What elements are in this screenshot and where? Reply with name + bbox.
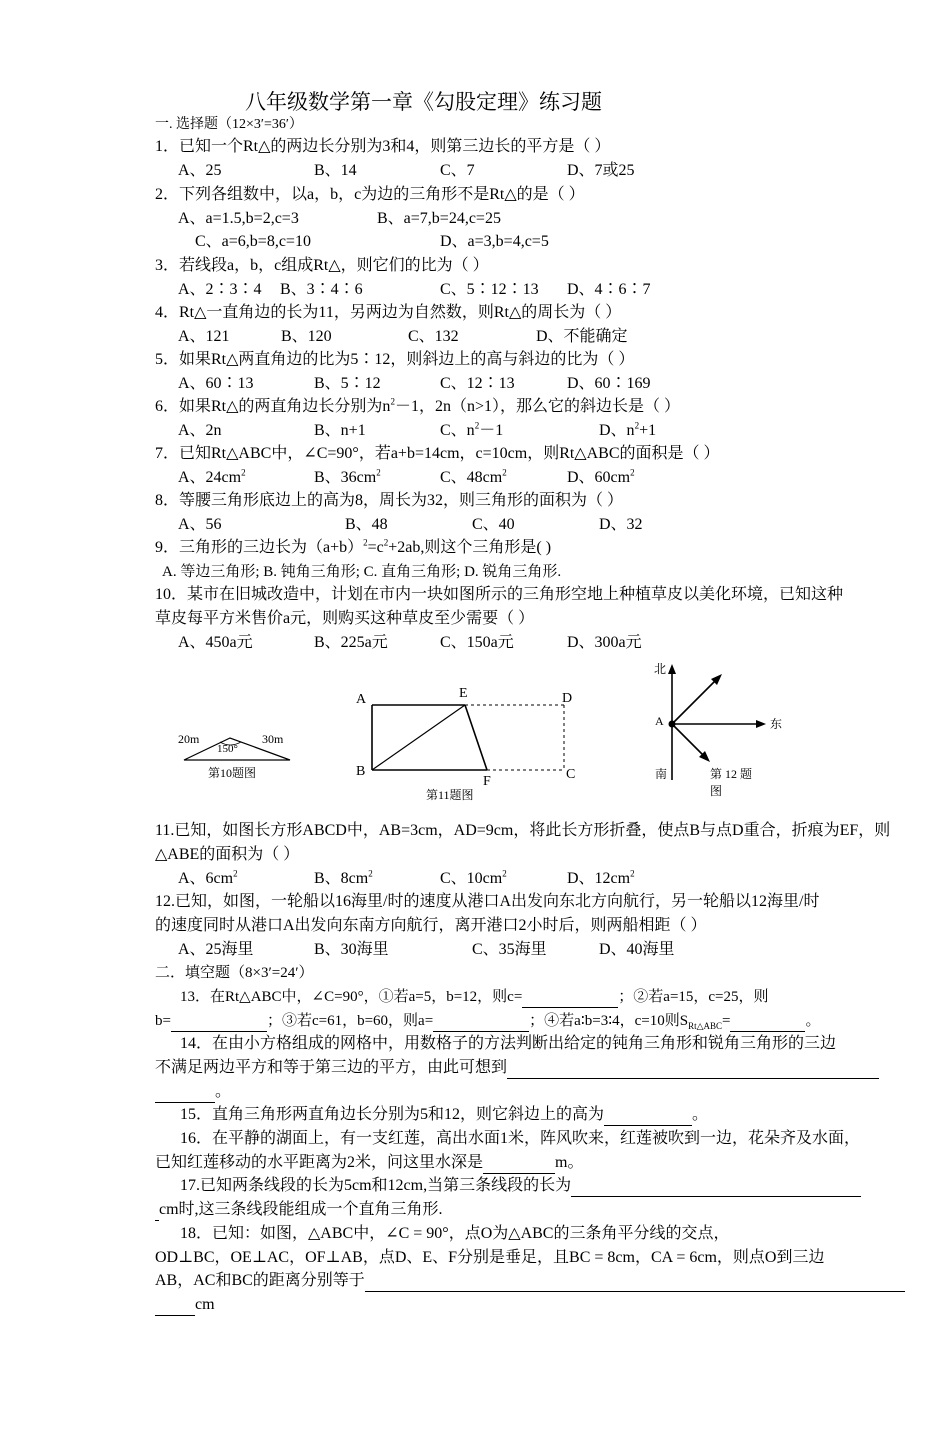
label-north: 北 [654,662,667,676]
question-9 [155,537,551,559]
figure-12-caption-line-2: 图 [710,784,723,798]
question-18-line-2: OD⊥BC，OE⊥AC，OF⊥AB，点D、E、F分别是垂足，且BC = 8cm，CA = 6cm，则点O到三边 [155,1249,825,1266]
q18-unit: cm [195,1296,215,1313]
q2-option-c: C、a=6,b=8,c=10 [195,233,311,250]
q9-sup-1: 2 [363,537,368,548]
q7-c-text: C、48cm [440,469,503,486]
q9-sup-2: 2 [383,537,389,548]
q10-option-d: D、300a元 [567,634,642,651]
answer-blank[interactable] [730,1015,805,1032]
q4-option-c: C、132 [408,328,459,345]
q1-option-b: B、14 [314,162,357,179]
answer-blank[interactable] [365,1275,905,1292]
figure-10-caption: 第10题图 [208,766,257,780]
q8-option-a: A、56 [178,516,222,533]
q13-period: 。 [805,1013,821,1029]
q11-a-text: A、6cm [178,870,234,887]
q6-option-a: A、2n [178,422,222,439]
figure-10-triangle [178,732,290,780]
answer-blank[interactable] [155,1299,195,1316]
q11-option-a [178,868,238,890]
question-1: 1．已知一个Rt△的两边长分别为3和4，则第三边长的平方是（ ） [155,138,611,155]
q9-options: A. 等边三角形; B. 钝角三角形; C. 直角三角形; D. 锐角三角形. [162,564,562,580]
q17-text-end: cm时,这三条线段能组成一个直角三角形. [159,1201,443,1218]
q1-option-d: D、7或25 [567,162,635,179]
q6-d-sup: 2 [634,420,640,431]
label-E: E [459,686,468,701]
q3-option-d: D、4∶6∶7 [567,281,651,298]
figure-12-compass [654,662,782,798]
figure-11-rectangle [356,686,575,802]
q13-part-6: = [722,1013,731,1029]
q7-a-text: A、24cm [178,469,242,486]
q2-option-a: A、a=1.5,b=2,c=3 [178,210,299,227]
q13-part-1: 13．在Rt△ABC中，∠C=90°，①若a=5，b=12，则c= [180,989,523,1005]
figure-11-caption: 第11题图 [426,788,474,802]
q6-c-text: C、n [440,422,475,439]
q5-option-a: A、60∶13 [178,375,254,392]
q3-option-a: A、2∶3∶4 [178,281,262,298]
q11-a-sup: 2 [233,868,238,879]
q1-option-a: A、25 [178,162,222,179]
north-arrowhead [668,664,676,674]
question-5: 5．如果Rt△两直角边的比为5∶12，则斜边上的高与斜边的比为（ ） [155,351,635,368]
q7-b-sup: 2 [376,467,381,478]
answer-blank[interactable] [604,1109,692,1126]
q13-part-3: b= [155,1013,171,1029]
question-7: 7．已知Rt△ABC中，∠C=90°，若a+b=14cm，c=10cm，则Rt△ABC的面积是（ ） [155,445,720,462]
q7-option-d [567,467,635,489]
section-choice-heading: 一. 选择题（12×3′=36′） [155,117,303,132]
q11-option-c [440,868,507,890]
q7-option-c [440,467,507,489]
angle-150-label: 150° [217,743,238,755]
q6-text-end: －1，2n（n>1），那么它的斜边长是（ ） [394,398,680,415]
q6-option-b: B、n+1 [314,422,366,439]
question-14-line-3 [155,1081,231,1103]
q13-part-5: ；④若a∶b=3∶4，c=10则S [529,1013,689,1029]
q11-b-sup: 2 [368,868,373,879]
question-10-line-2: 草皮每平方米售价a元，则购买这种草皮至少需要（ ） [155,610,535,627]
question-4: 4．Rt△一直角边的长为11，另两边为自然数，则Rt△的周长为（ ） [155,304,622,321]
answer-blank[interactable] [483,1157,555,1174]
q16-text: 已知红莲移动的水平距离为2米，问这里水深是 [155,1154,484,1171]
side-30m-label: 30m [262,732,284,746]
q11-d-text: D、12cm [567,870,631,887]
question-16-line-2 [155,1152,583,1174]
q6-option-d [599,420,656,442]
q13-subscript: Rt△ABC [688,1021,722,1031]
q6-text-start: 6．如果Rt△的两直角边长分别为n [155,398,391,415]
question-13-line-2 [155,1010,820,1032]
question-18-line-3 [155,1270,905,1292]
q11-c-sup: 2 [502,868,507,879]
q6-c-sup: 2 [474,420,480,431]
q12-option-c: C、35海里 [472,941,547,958]
q13-part-2: ；②若a=15，c=25，则 [618,989,769,1005]
question-11-line-2: △ABE的面积为（ ） [155,846,300,863]
answer-blank[interactable] [522,991,618,1008]
southeast-ray [672,724,704,756]
q8-option-c: C、40 [472,516,515,533]
question-14-line-2 [155,1057,879,1079]
q7-c-sup: 2 [502,467,507,478]
label-B: B [356,764,366,779]
q6-d-text: D、n [599,422,635,439]
q6-option-c [440,420,503,442]
q12-option-a: A、25海里 [178,941,254,958]
q11-option-d [567,868,635,890]
q7-option-b [314,467,381,489]
q5-option-b: B、5∶12 [314,375,381,392]
q5-option-d: D、60∶169 [567,375,651,392]
question-12-line-1: 12.已知，如图，一轮船以16海里/时的速度从港口A出发向东北方向航行，另一轮船以12海里/时 [155,893,820,910]
label-D: D [562,691,573,706]
q11-option-b [314,868,373,890]
answer-blank[interactable] [507,1062,879,1079]
q8-option-b: B、48 [345,516,388,533]
q15-period: 。 [692,1106,709,1123]
east-arrowhead [756,720,766,728]
q5-option-c: C、12∶13 [440,375,515,392]
q10-option-b: B、225a元 [314,634,388,651]
q3-option-b: B、3∶4∶6 [280,281,363,298]
label-south: 南 [655,767,668,781]
q6-superscript: 2 [390,396,395,407]
q11-d-sup: 2 [630,868,635,879]
q7-d-sup: 2 [630,467,635,478]
question-16-line-1: 16．在平静的湖面上，有一支红莲，高出水面1米，阵风吹来，红莲被吹到一边，花朵齐及水面， [180,1130,861,1147]
answer-blank[interactable] [433,1015,529,1032]
page-title: 八年级数学第一章《勾股定理》练习题 [245,90,602,114]
question-10-line-1: 10．某市在旧城改造中，计划在市内一块如图所示的三角形空地上种植草皮以美化环境，已知这种 [155,586,844,603]
q4-option-b: B、120 [281,328,332,345]
q11-c-text: C、10cm [440,870,503,887]
question-12-line-2: 的速度同时从港口A出发向东南方向航行，离开港口2小时后，则两船相距（ ） [155,917,707,934]
q2-option-b: B、a=7,b=24,c=25 [377,210,501,227]
q10-option-a: A、450a元 [178,634,253,651]
q9-text-start: 9．三角形的三边长为（a+b） [155,539,364,556]
answer-blank[interactable] [571,1180,861,1197]
northeast-ray [672,680,716,724]
figure-12-caption-line-1: 第 12 题 [710,767,753,781]
q14-period: 。 [215,1083,232,1100]
question-8: 8．等腰三角形底边上的高为8，周长为32，则三角形的面积为（ ） [155,492,624,509]
q9-text-end: +2ab,则这个三角形是( ) [388,539,552,556]
q7-a-sup: 2 [241,467,246,478]
port-A-point [669,721,676,728]
q2-option-d: D、a=3,b=4,c=5 [440,233,549,250]
question-18-line-4 [155,1294,215,1316]
q12-option-d: D、40海里 [599,941,675,958]
q7-d-text: D、60cm [567,469,631,486]
side-20m-label: 20m [178,732,200,746]
section-fill-heading: 二．填空题（8×3′=24′） [155,965,314,981]
q6-d-tail: +1 [639,422,657,439]
q16-unit: m。 [555,1154,584,1171]
answer-blank[interactable] [155,1086,215,1103]
q1-option-c: C、7 [440,162,475,179]
question-15 [180,1104,708,1126]
label-east: 东 [770,717,783,731]
q4-option-a: A、121 [178,328,230,345]
question-14-line-1: 14．在由小方格组成的网格中，用数格子的方法判断出给定的钝角三角形和锐角三角形的三边 [180,1035,837,1052]
q3-option-c: C、5∶12∶13 [440,281,539,298]
q6-c-tail: －1 [479,422,504,439]
question-17-line-2 [155,1199,443,1221]
q17-text: 17.已知两条线段的长为5cm和12cm,当第三条线段的长为 [180,1177,572,1194]
question-6 [155,396,680,418]
question-3: 3．若线段a，b，c组成Rt△，则它们的比为（ ） [155,257,489,274]
question-17-line-1 [180,1175,861,1197]
question-2: 2．下列各组数中，以a，b，c为边的三角形不是Rt△的是（ ） [155,186,585,203]
q11-b-text: B、8cm [314,870,369,887]
q10-option-c: C、150a元 [440,634,514,651]
figures-row [0,655,950,810]
label-C: C [566,767,576,782]
label-A: A [356,692,367,707]
q7-b-text: B、36cm [314,469,377,486]
q13-part-4: ；③若c=61，b=60，则a= [266,1013,434,1029]
question-11-line-1: 11.已知，如图长方形ABCD中，AB=3cm，AD=9cm，将此长方形折叠，使点B与点D重合，折痕为EF，则 [155,822,891,839]
q12-option-b: B、30海里 [314,941,389,958]
label-A: A [655,714,664,728]
label-F: F [483,774,491,789]
answer-blank[interactable] [171,1015,267,1032]
question-18-line-1: 18．已知：如图，△ABC中，∠C = 90°，点O为△ABC的三条角平分线的交点， [180,1225,730,1242]
q7-option-a [178,467,246,489]
q8-option-d: D、32 [599,516,643,533]
fold-EF [465,705,487,770]
question-13-line-1 [180,986,769,1008]
segment-BE [372,705,465,770]
q18-text: AB，AC和BC的距离分别等于 [155,1272,365,1289]
q14-text: 不满足两边平方和等于第三边的平方，由此可想到 [155,1059,508,1076]
q4-option-d: D、不能确定 [536,328,628,345]
q9-text-mid: =c [367,539,384,556]
q15-text: 15．直角三角形两直角边长分别为5和12，则它斜边上的高为 [180,1106,605,1123]
